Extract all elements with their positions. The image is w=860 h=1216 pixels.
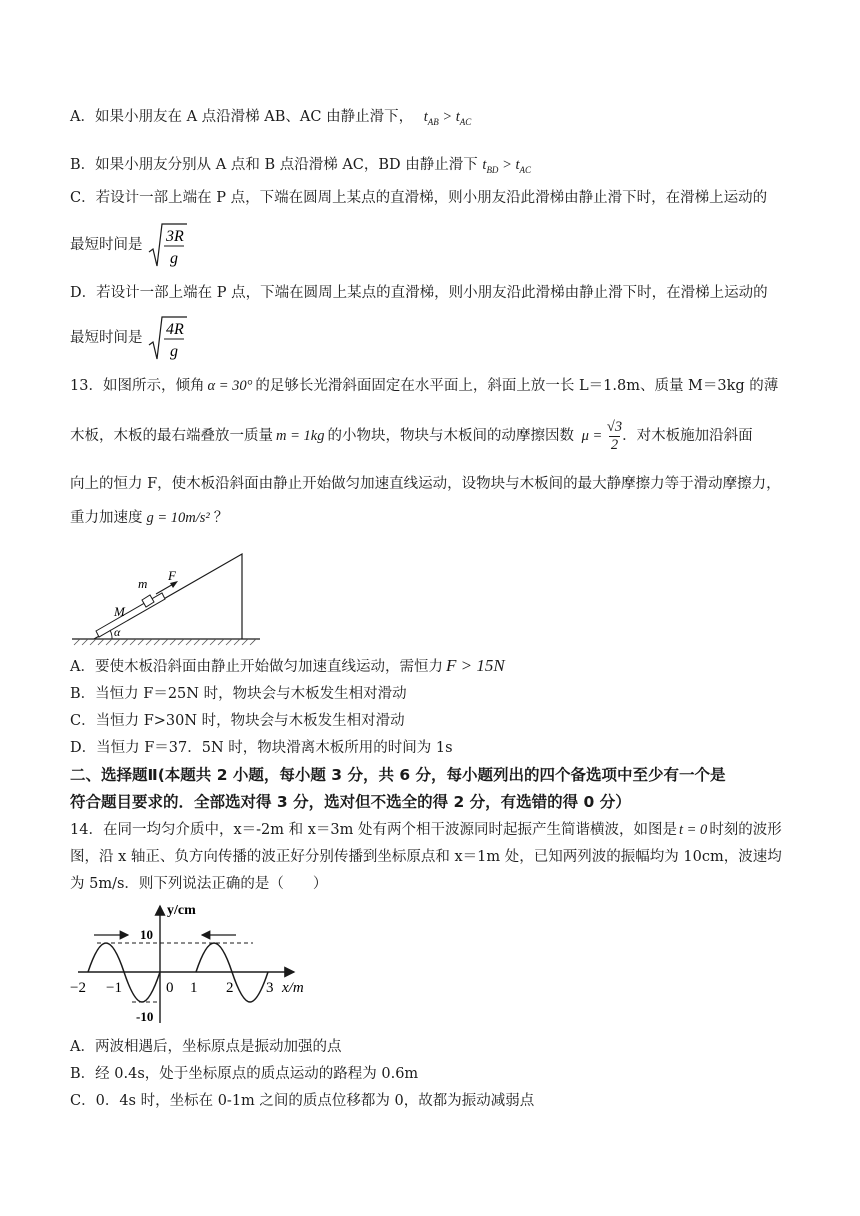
q13-option-a-math: F > 15N	[445, 656, 505, 675]
x-tick-minus-1: −1	[106, 980, 122, 996]
q13-line2-c: ．对木板施加沿斜面	[622, 428, 753, 444]
q12-option-d-prefix: 最短时间是	[70, 330, 143, 346]
y-tick-10: 10	[140, 927, 153, 942]
q13-mu-num: √3	[606, 418, 623, 435]
q14-t0-math: t = 0	[678, 822, 708, 838]
x-axis-label: x/m	[282, 980, 304, 996]
q14-line2: 图，沿 x 轴正、负方向传播的波正好分别传播到坐标原点和 x＝1m 处，已知两列波的振幅均为 10cm，波速均	[70, 849, 782, 865]
q12-d-num: 4R	[166, 321, 184, 338]
angle-arc	[110, 630, 112, 639]
q13-line2-b: 的小物块，物块与木板间的动摩擦因数	[327, 428, 574, 444]
label-M: M	[114, 604, 125, 619]
wave-graph	[70, 898, 330, 1028]
q13-mu-den: 2	[610, 436, 619, 453]
q12-d-den: g	[170, 343, 179, 360]
q13-option-a-text: A．要使木板沿斜面由静止开始做匀加速直线运动，需恒力	[70, 659, 443, 675]
q13-mass-math: m = 1kg	[276, 428, 325, 444]
ground-hatching	[74, 639, 256, 645]
q13-option-b: B．当恒力 F＝25N 时，物块会与木板发生相对滑动	[70, 686, 407, 702]
q14-line3: 为 5m/s．则下列说法正确的是（ ）	[70, 876, 328, 892]
q13-option-c: C．当恒力 F>30N 时，物块会与木板发生相对滑动	[70, 713, 405, 729]
q14-option-a: A．两波相遇后，坐标原点是振动加强的点	[70, 1039, 342, 1055]
q13-mu-label: μ =	[581, 428, 603, 444]
q14-option-c: C．0．4s 时，坐标在 0-1m 之间的质点位移都为 0，故都为振动减弱点	[70, 1093, 535, 1109]
label-m: m	[138, 576, 148, 591]
x-tick-0: 0	[166, 980, 174, 996]
q14-line1-b: 时刻的波形	[709, 822, 782, 838]
section2-heading-line1: 二、选择题Ⅱ(本题共 2 小题，每小题 3 分，共 6 分，每小题列出的四个备选项中至少有一个是	[70, 766, 726, 784]
q14-option-b: B．经 0.4s，处于坐标原点的质点运动的路程为 0.6m	[70, 1066, 419, 1082]
q12-option-c-line2	[70, 222, 187, 268]
q13-line1	[70, 376, 778, 396]
q12-option-b-math: $t_{BD} > t_{AC}$	[482, 157, 532, 175]
q13-line4-b: ？	[213, 510, 229, 526]
incline-figure	[72, 548, 272, 650]
q13-line3: 向上的恒力 F，使木板沿斜面由静止开始做匀加速直线运动，设物块与木板间的最大静摩擦力等于滑动摩擦力，	[70, 476, 781, 492]
x-tick-2: 2	[226, 980, 234, 996]
q13-mu-fraction	[607, 419, 622, 454]
x-tick-minus-2: −2	[70, 980, 86, 996]
q12-option-a-math: $t_{AB} > t_{AC}$	[423, 109, 472, 127]
q12-option-d-line1: D．若设计一部上端在 P 点，下端在圆周上某点的直滑梯，则小朋友沿此滑梯由静止滑下时，在滑梯上运动的	[70, 285, 768, 301]
q13-line2	[70, 416, 753, 456]
q14-line1-a: 14．在同一均匀介质中，x＝-2m 和 x＝3m 处有两个相干波源同时起振产生简谐横波，如图是	[70, 822, 677, 838]
q13-line4-a: 重力加速度	[70, 510, 143, 526]
q12-option-c-prefix: 最短时间是	[70, 237, 143, 253]
q12-c-num: 3R	[166, 228, 184, 245]
q12-option-d-sqrt	[147, 315, 187, 361]
q12-option-c-sqrt	[147, 222, 187, 268]
q13-line1-a: 13．如图所示，倾角	[70, 378, 205, 394]
q12-option-b-text: B．如果小朋友分别从 A 点和 B 点沿滑梯 AC，BD 由静止滑下	[70, 157, 478, 173]
q13-option-a	[70, 656, 505, 677]
q12-option-a	[70, 107, 471, 132]
q12-c-den: g	[170, 250, 179, 267]
label-F: F	[168, 568, 176, 583]
q12-option-b	[70, 155, 531, 180]
y-axis-label: y/cm	[167, 903, 196, 918]
q12-option-c-line1: C．若设计一部上端在 P 点，下端在圆周上某点的直滑梯，则小朋友沿此滑梯由静止滑下时，在滑梯上运动的	[70, 190, 768, 206]
section2-heading-line2: 符合题目要求的．全部选对得 3 分，选对但不选全的得 2 分，有选错的得 0 分）	[70, 793, 631, 811]
board-M	[96, 593, 165, 637]
q12-option-d-line2	[70, 315, 187, 361]
q13-line4	[70, 508, 228, 528]
q13-option-d: D．当恒力 F＝37．5N 时，物块滑离木板所用的时间为 1s	[70, 740, 453, 756]
x-tick-1: 1	[190, 980, 198, 996]
q13-alpha-math: α = 30°	[207, 378, 253, 394]
q12-option-a-text: A．如果小朋友在 A 点沿滑梯 AB、AC 由静止滑下，	[70, 109, 414, 125]
q13-g-math: g = 10m/s²	[146, 510, 210, 526]
q13-line1-b: 的足够长光滑斜面固定在水平面上，斜面上放一长 L＝1.8m、质量 M＝3kg 的薄	[255, 378, 779, 394]
label-alpha: α	[114, 625, 121, 639]
y-tick-minus-10: -10	[136, 1009, 154, 1024]
q14-line1	[70, 820, 782, 840]
x-tick-3: 3	[266, 980, 274, 996]
q13-line2-a: 木板，木板的最右端叠放一质量	[70, 428, 273, 444]
